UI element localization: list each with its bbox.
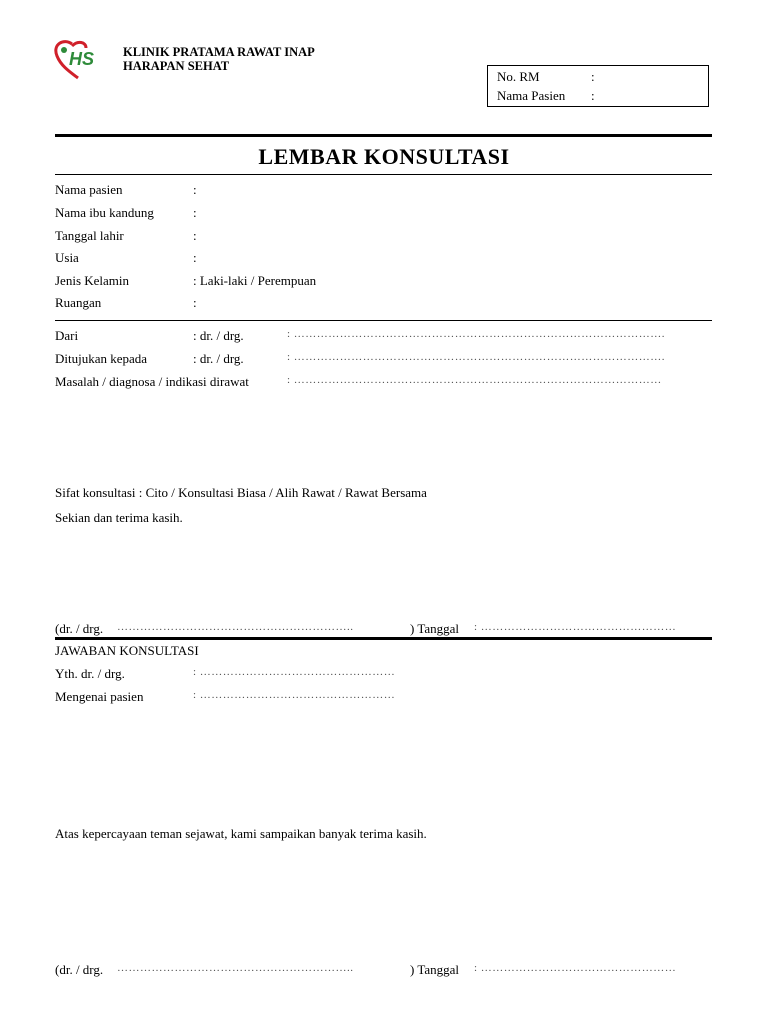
field-value-age: : (193, 250, 197, 265)
signature2-date-dots: : …………………………………………… (474, 962, 677, 974)
yth-dots: : …………………………………………… (193, 666, 396, 678)
field-label-room: Ruangan (55, 295, 102, 310)
title-rule-bottom (55, 174, 712, 175)
to-label: Ditujukan kepada (55, 351, 148, 366)
problem-dots: : …………………………………………………………………………………… (287, 374, 662, 386)
clinic-name-line2: HARAPAN SEHAT (123, 59, 230, 73)
field-label-patient-name: Nama pasien (55, 182, 123, 197)
rm-colon: : (591, 69, 595, 84)
field-value-gender: : Laki-laki / Perempuan (193, 273, 317, 288)
from-value: : dr. / drg. (193, 328, 244, 343)
closing-text: Sekian dan terima kasih. (55, 510, 183, 525)
from-label: Dari (55, 328, 79, 343)
signature2-dots: …………………………………………………….. (117, 962, 354, 974)
to-dots: : ……………………………………………………………………………………. (287, 351, 666, 363)
about-label: Mengenai pasien (55, 689, 144, 704)
thanks-text: Atas kepercayaan teman sejawat, kami sampaikan banyak terima kasih. (55, 826, 427, 841)
to-value: : dr. / drg. (193, 351, 244, 366)
rm-label: No. RM (497, 69, 540, 84)
patient-name-label: Nama Pasien (497, 88, 566, 103)
field-label-birth-date: Tanggal lahir (55, 228, 124, 243)
field-value-room: : (193, 295, 197, 310)
signature2-open: (dr. / drg. (55, 962, 104, 977)
field-label-gender: Jenis Kelamin (55, 273, 130, 288)
answer-rule (55, 637, 712, 640)
patient-name-colon: : (591, 88, 595, 103)
clinic-logo (52, 40, 114, 80)
signature1-dots: …………………………………………………….. (117, 621, 354, 633)
field-label-mother-name: Nama ibu kandung (55, 205, 154, 220)
page-title: LEMBAR KONSULTASI (258, 144, 510, 169)
logo-heart-right (72, 42, 86, 48)
answer-heading: JAWABAN KONSULTASI (55, 643, 199, 658)
signature1-date-dots: : …………………………………………… (474, 621, 677, 633)
field-label-age: Usia (55, 250, 79, 265)
signature1-date-label: ) Tanggal (410, 621, 460, 636)
field-value-patient-name: : (193, 182, 197, 197)
title-rule-top (55, 134, 712, 137)
section-divider (55, 320, 712, 321)
from-dots: : ……………………………………………………………………………………. (287, 328, 666, 340)
clinic-name-line1: KLINIK PRATAMA RAWAT INAP (123, 45, 315, 59)
consult-nature: Sifat konsultasi : Cito / Konsultasi Biasa / Alih Rawat / Rawat Bersama (55, 485, 427, 500)
field-value-mother-name: : (193, 205, 197, 220)
field-value-birth-date: : (193, 228, 197, 243)
logo-initials: HS (69, 49, 95, 69)
yth-label: Yth. dr. / drg. (55, 666, 125, 681)
signature1-open: (dr. / drg. (55, 621, 104, 636)
about-dots: : …………………………………………… (193, 689, 396, 701)
problem-label: Masalah / diagnosa / indikasi dirawat (55, 374, 249, 389)
logo-cross-dot (61, 47, 67, 53)
signature2-date-label: ) Tanggal (410, 962, 460, 977)
